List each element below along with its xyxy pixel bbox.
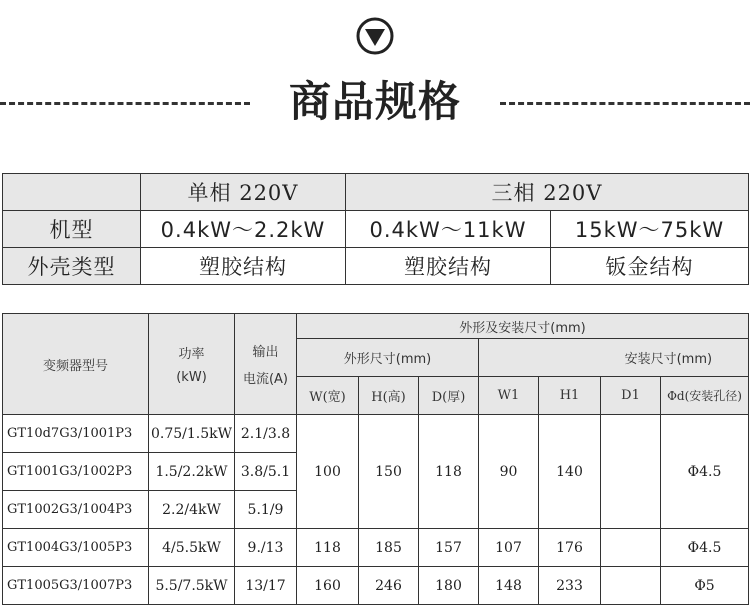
row5-hole: Φ5 xyxy=(661,567,749,605)
row-current: 13/17 xyxy=(235,567,297,605)
d-header: D(厚) xyxy=(419,377,479,415)
row-current: 5.1/9 xyxy=(235,491,297,529)
summary-header-row xyxy=(3,174,749,211)
current-header xyxy=(235,314,297,415)
row-current: 3.8/5.1 xyxy=(235,453,297,491)
group1-d: 118 xyxy=(419,415,479,529)
row4-d: 157 xyxy=(419,529,479,567)
model-range-2: 0.4kW～11kW xyxy=(346,211,551,248)
shell-row-label: 外壳类型 xyxy=(3,248,141,285)
summary-model-row xyxy=(3,211,749,248)
power-header-unit: (kW) xyxy=(176,370,207,385)
row4-h: 185 xyxy=(359,529,419,567)
row5-h1: 233 xyxy=(539,567,601,605)
dims-header: 外形及安装尺寸(mm) xyxy=(297,314,749,339)
install-header: 安装尺寸(mm) xyxy=(479,339,749,377)
row-current: 9./13 xyxy=(235,529,297,567)
hole-header: Φd(安装孔径) xyxy=(661,377,749,415)
d1-header: D1 xyxy=(601,377,661,415)
summary-table xyxy=(2,173,749,285)
row-current: 2.1/3.8 xyxy=(235,415,297,453)
shell-type-2: 塑胶结构 xyxy=(346,248,551,285)
row-power: 0.75/1.5kW xyxy=(149,415,235,453)
h-header: H(高) xyxy=(359,377,419,415)
summary-corner-cell xyxy=(3,174,141,211)
group1-w1: 90 xyxy=(479,415,539,529)
table-row xyxy=(3,529,749,567)
row-power: 4/5.5kW xyxy=(149,529,235,567)
spec-table xyxy=(2,313,749,605)
group1-h1: 140 xyxy=(539,415,601,529)
row5-w: 160 xyxy=(297,567,359,605)
page-title: 商品规格 xyxy=(288,77,461,126)
row-power: 1.5/2.2kW xyxy=(149,453,235,491)
current-header-unit: 电流(A) xyxy=(242,372,289,387)
row5-d: 180 xyxy=(419,567,479,605)
row4-w1: 107 xyxy=(479,529,539,567)
power-header-label: 功率 xyxy=(178,347,205,362)
row-model: GT1001G3/1002P3 xyxy=(3,453,149,491)
shell-type-3: 钣金结构 xyxy=(551,248,749,285)
power-header xyxy=(149,314,235,415)
group1-hole: Φ4.5 xyxy=(661,415,749,529)
row-model: GT10d7G3/1001P3 xyxy=(3,415,149,453)
down-triangle-in-circle-icon xyxy=(355,16,395,56)
outline-header: 外形尺寸(mm) xyxy=(297,339,479,377)
model-row-label: 机型 xyxy=(3,211,141,248)
right-dashed-divider xyxy=(500,102,750,105)
row5-d1 xyxy=(601,567,661,605)
summary-shell-row xyxy=(3,248,749,285)
group1-w: 100 xyxy=(297,415,359,529)
row4-d1 xyxy=(601,529,661,567)
row-model: GT1002G3/1004P3 xyxy=(3,491,149,529)
row-power: 5.5/7.5kW xyxy=(149,567,235,605)
table-row xyxy=(3,567,749,605)
row4-hole: Φ4.5 xyxy=(661,529,749,567)
group1-h: 150 xyxy=(359,415,419,529)
h1-header: H1 xyxy=(539,377,601,415)
spec-header-row-1 xyxy=(3,314,749,339)
current-header-label: 输出 xyxy=(252,345,279,360)
group1-d1 xyxy=(601,415,661,529)
row-model: GT1004G3/1005P3 xyxy=(3,529,149,567)
model-header: 变频器型号 xyxy=(3,314,149,415)
w-header: W(宽) xyxy=(297,377,359,415)
shell-type-1: 塑胶结构 xyxy=(141,248,346,285)
w1-header: W1 xyxy=(479,377,539,415)
three-phase-header: 三相 220V xyxy=(346,174,749,211)
left-dashed-divider xyxy=(0,102,250,105)
model-range-3: 15kW～75kW xyxy=(551,211,749,248)
row4-w: 118 xyxy=(297,529,359,567)
table-row xyxy=(3,415,749,453)
single-phase-header: 单相 220V xyxy=(141,174,346,211)
model-range-1: 0.4kW～2.2kW xyxy=(141,211,346,248)
row4-h1: 176 xyxy=(539,529,601,567)
row-power: 2.2/4kW xyxy=(149,491,235,529)
row5-h: 246 xyxy=(359,567,419,605)
row5-w1: 148 xyxy=(479,567,539,605)
row-model: GT1005G3/1007P3 xyxy=(3,567,149,605)
